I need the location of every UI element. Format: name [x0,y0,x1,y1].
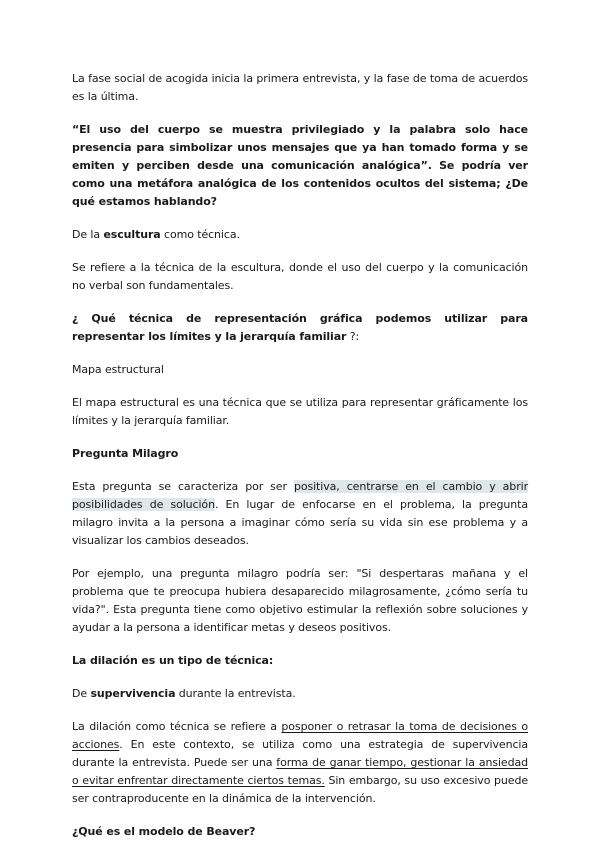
paragraph-dilacion-middle: . En este contexto, se utiliza como una estrategia de supervivencia durante la entrevista. Puede ser una [72,738,528,769]
paragraph-ejemplo: Por ejemplo, una pregunta milagro podría ser: "Si despertaras mañana y el problema que te preocupa hubiera desaparecido milagrosamente, ¿cómo sería tu vida?". Esta pregunta tiene como objetivo estimular la reflexión sobre soluciones y ayudar a la persona a identificar metas y deseos positivos. [72,567,528,634]
paragraph-dilacion [72,718,528,808]
question-cuerpo-text: “El uso del cuerpo se muestra privilegiado y la palabra solo hace presencia para simbolizar unos mensajes que ya han tomado forma y se emiten y perciben desde una comunicación analógica”. Se podría ver como una metáfora analógica de los contenidos ocultos del sistema; ¿De qué estamos hablando? [72,123,528,208]
question-dilacion [72,652,528,670]
highlighted-text: positiva, centrarse en el cambio y abrir posibilidades de solución [72,480,528,511]
question-grafica-suffix: ?: [346,330,360,343]
paragraph-dilacion-start: La dilación como técnica se refiere a [72,720,282,733]
answer-supervivencia-keyword: supervivencia [90,687,176,700]
heading-pregunta-milagro [72,445,528,463]
heading-pregunta-milagro-text: Pregunta Milagro [72,447,179,460]
question-dilacion-text: La dilación es un tipo de técnica: [72,654,274,667]
answer-supervivencia-suffix: durante la entrevista. [175,687,296,700]
question-grafica-text: ¿ Qué técnica de representación gráfica podemos utilizar para representar los límites y la jerarquía familiar [72,312,528,343]
paragraph-milagro-end: . En lugar de enfocarse en el problema, la pregunta milagro invita a la persona a imaginar cómo sería su vida sin ese problema y a visualizar los cambios deseados. [72,498,528,547]
underlined-text-posponer: posponer o retrasar la toma de decisiones o acciones [72,720,529,751]
answer-supervivencia-prefix: De [72,687,91,700]
paragraph-escultura: Se refiere a la técnica de la escultura, donde el uso del cuerpo y la comunicación no verbal son fundamentales. [72,261,528,292]
question-cuerpo [72,121,528,211]
question-beaver [72,823,528,841]
answer-supervivencia [72,685,528,703]
question-grafica [72,310,528,346]
answer-escultura-keyword: escultura [103,228,161,241]
answer-escultura-prefix: De la [72,228,104,241]
question-beaver-text: ¿Qué es el modelo de Beaver? [72,825,256,838]
paragraph-fases: La fase social de acogida inicia la primera entrevista, y la fase de toma de acuerdos es la última. [72,72,528,103]
answer-escultura-suffix: como técnica. [160,228,240,241]
answer-mapa: Mapa estructural [72,363,164,376]
paragraph-milagro [72,478,528,550]
answer-escultura [72,226,528,244]
underlined-text-ganar-tiempo: forma de ganar tiempo, gestionar la ansiedad o evitar enfrentar directamente ciertos temas. [72,756,528,787]
paragraph-dilacion-end: Sin embargo, su uso excesivo puede ser contraproducente en la dinámica de la intervención. [72,774,528,805]
paragraph-milagro-start: Esta pregunta se caracteriza por ser [72,480,294,493]
paragraph-mapa: El mapa estructural es una técnica que se utiliza para representar gráficamente los límites y la jerarquía familiar. [72,396,528,427]
